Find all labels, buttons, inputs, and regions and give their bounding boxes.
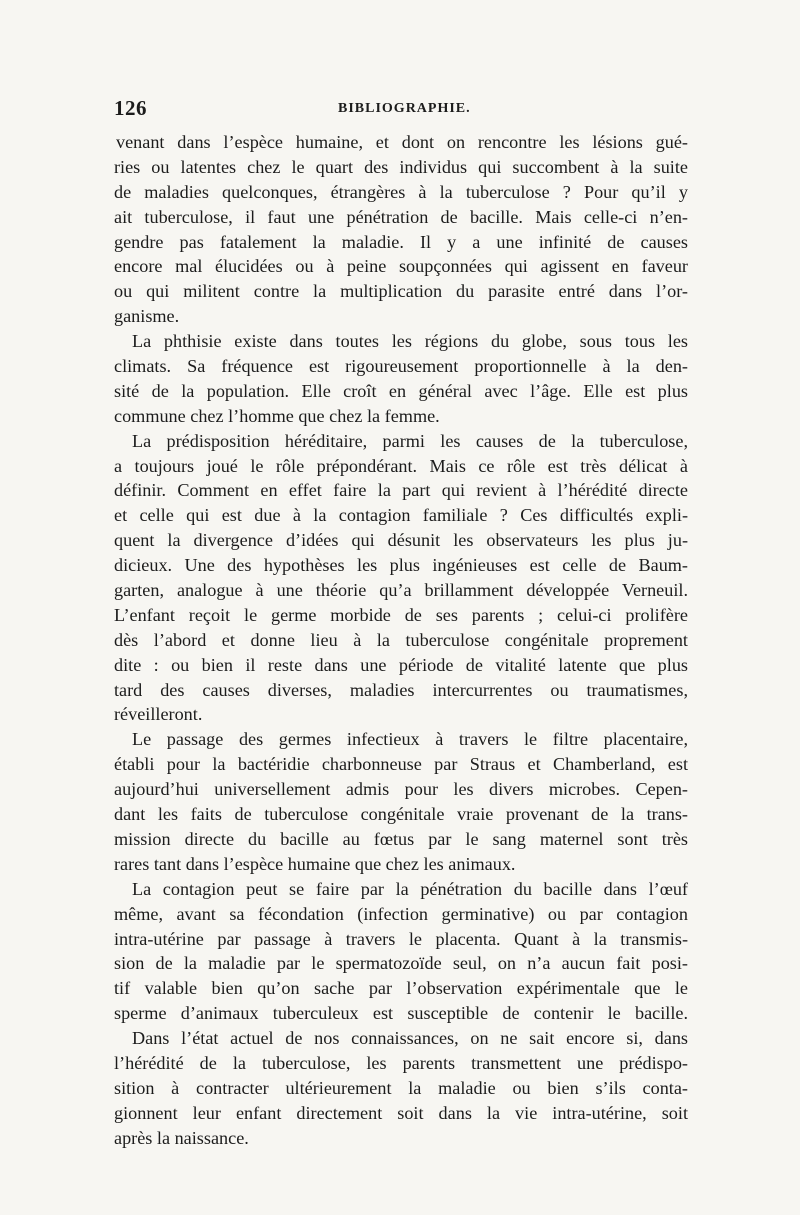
- paragraph-start-line: La prédisposition héréditaire, parmi les causes de la tuberculose,: [132, 430, 688, 451]
- text-line: ait tuberculose, il faut une pénétration de bacille. Mais celle-ci n’en-: [114, 206, 688, 227]
- text-line: rares tant dans l’espèce humaine que chez les animaux.: [114, 853, 516, 874]
- text-line: l’hérédité de la tuberculose, les parents transmettent une prédispo-: [114, 1052, 688, 1073]
- text-line: ganisme.: [114, 306, 180, 327]
- body-text: [114, 130, 688, 1151]
- text-line: climats. Sa fréquence est rigoureusement proportionnelle à la den-: [114, 356, 688, 377]
- text-line: et celle qui est due à la contagion familiale ? Ces difficultés expli-: [114, 505, 688, 526]
- text-line: sité de la population. Elle croît en général avec l’âge. Elle est plus: [114, 380, 688, 401]
- running-head: BIBLIOGRAPHIE.: [338, 101, 471, 116]
- paragraph-start-line: Le passage des germes infectieux à travers le filtre placentaire,: [132, 729, 688, 750]
- text-line: sion de la maladie par le spermatozoïde seul, on n’a aucun fait posi-: [114, 953, 688, 974]
- text-line: gendre pas fatalement la maladie. Il y a une infinité de causes: [114, 231, 688, 252]
- text-line: établi pour la bactéridie charbonneuse par Straus et Chamberland, est: [114, 754, 688, 775]
- text-line: a toujours joué le rôle prépondérant. Mais ce rôle est très délicat à: [114, 455, 688, 476]
- paragraph-start-line: La phthisie existe dans toutes les régions du globe, sous tous les: [132, 331, 688, 352]
- text-line: tif valable bien qu’on sache par l’observation expérimentale que le: [114, 978, 688, 999]
- text-line: L’enfant reçoit le germe morbide de ses parents ; celui-ci prolifère: [114, 604, 688, 625]
- paragraph-start-line: Dans l’état actuel de nos connaissances, on ne sait encore si, dans: [132, 1028, 688, 1049]
- text-line: dès l’abord et donne lieu à la tuberculose congénitale proprement: [114, 629, 688, 650]
- text-line: définir. Comment en effet faire la part qui revient à l’hérédité directe: [114, 480, 688, 501]
- text-line: intra-utérine par passage à travers le placenta. Quant à la transmis-: [114, 928, 688, 949]
- text-line: de maladies quelconques, étrangères à la tuberculose ? Pour qu’il y: [114, 181, 688, 202]
- text-line: garten, analogue à une théorie qu’a brillamment développée Verneuil.: [114, 580, 688, 601]
- paragraph-start-line: La contagion peut se faire par la pénétration du bacille dans l’œuf: [132, 878, 688, 899]
- text-line: mission directe du bacille au fœtus par le sang maternel sont très: [114, 828, 688, 849]
- text-line: réveilleront.: [114, 704, 203, 725]
- text-line: dicieux. Une des hypothèses les plus ingénieuses est celle de Baum-: [114, 555, 688, 576]
- text-line: ou qui militent contre la multiplication du parasite entré dans l’or-: [114, 281, 688, 302]
- page-header: [114, 96, 694, 128]
- text-line: même, avant sa fécondation (infection germinative) ou par contagion: [114, 903, 688, 924]
- text-line: dant les faits de tuberculose congénitale vraie provenant de la trans-: [114, 804, 688, 825]
- text-line: ries ou latentes chez le quart des individus qui succombent à la suite: [114, 156, 688, 177]
- text-line: tard des causes diverses, maladies intercurrentes ou traumatismes,: [114, 679, 688, 700]
- text-line: dite : ou bien il reste dans une période de vitalité latente que plus: [114, 654, 688, 675]
- text-line: gionnent leur enfant directement soit dans la vie intra-utérine, soit: [114, 1102, 688, 1123]
- text-line: commune chez l’homme que chez la femme.: [114, 405, 440, 426]
- text-line: sperme d’animaux tuberculeux est susceptible de contenir le bacille.: [114, 1003, 688, 1024]
- text-line: encore mal élucidées ou à peine soupçonnées qui agissent en faveur: [114, 256, 688, 277]
- page-number: 126: [114, 96, 147, 120]
- text-line: venant dans l’espèce humaine, et dont on rencontre les lésions gué-: [116, 132, 688, 152]
- text-line: sition à contracter ultérieurement la maladie ou bien s’ils conta-: [114, 1077, 688, 1098]
- text-line: après la naissance.: [114, 1127, 249, 1148]
- text-line: aujourd’hui universellement admis pour les divers microbes. Cepen-: [114, 779, 688, 800]
- text-line: quent la divergence d’idées qui désunit les observateurs les plus ju-: [114, 530, 688, 551]
